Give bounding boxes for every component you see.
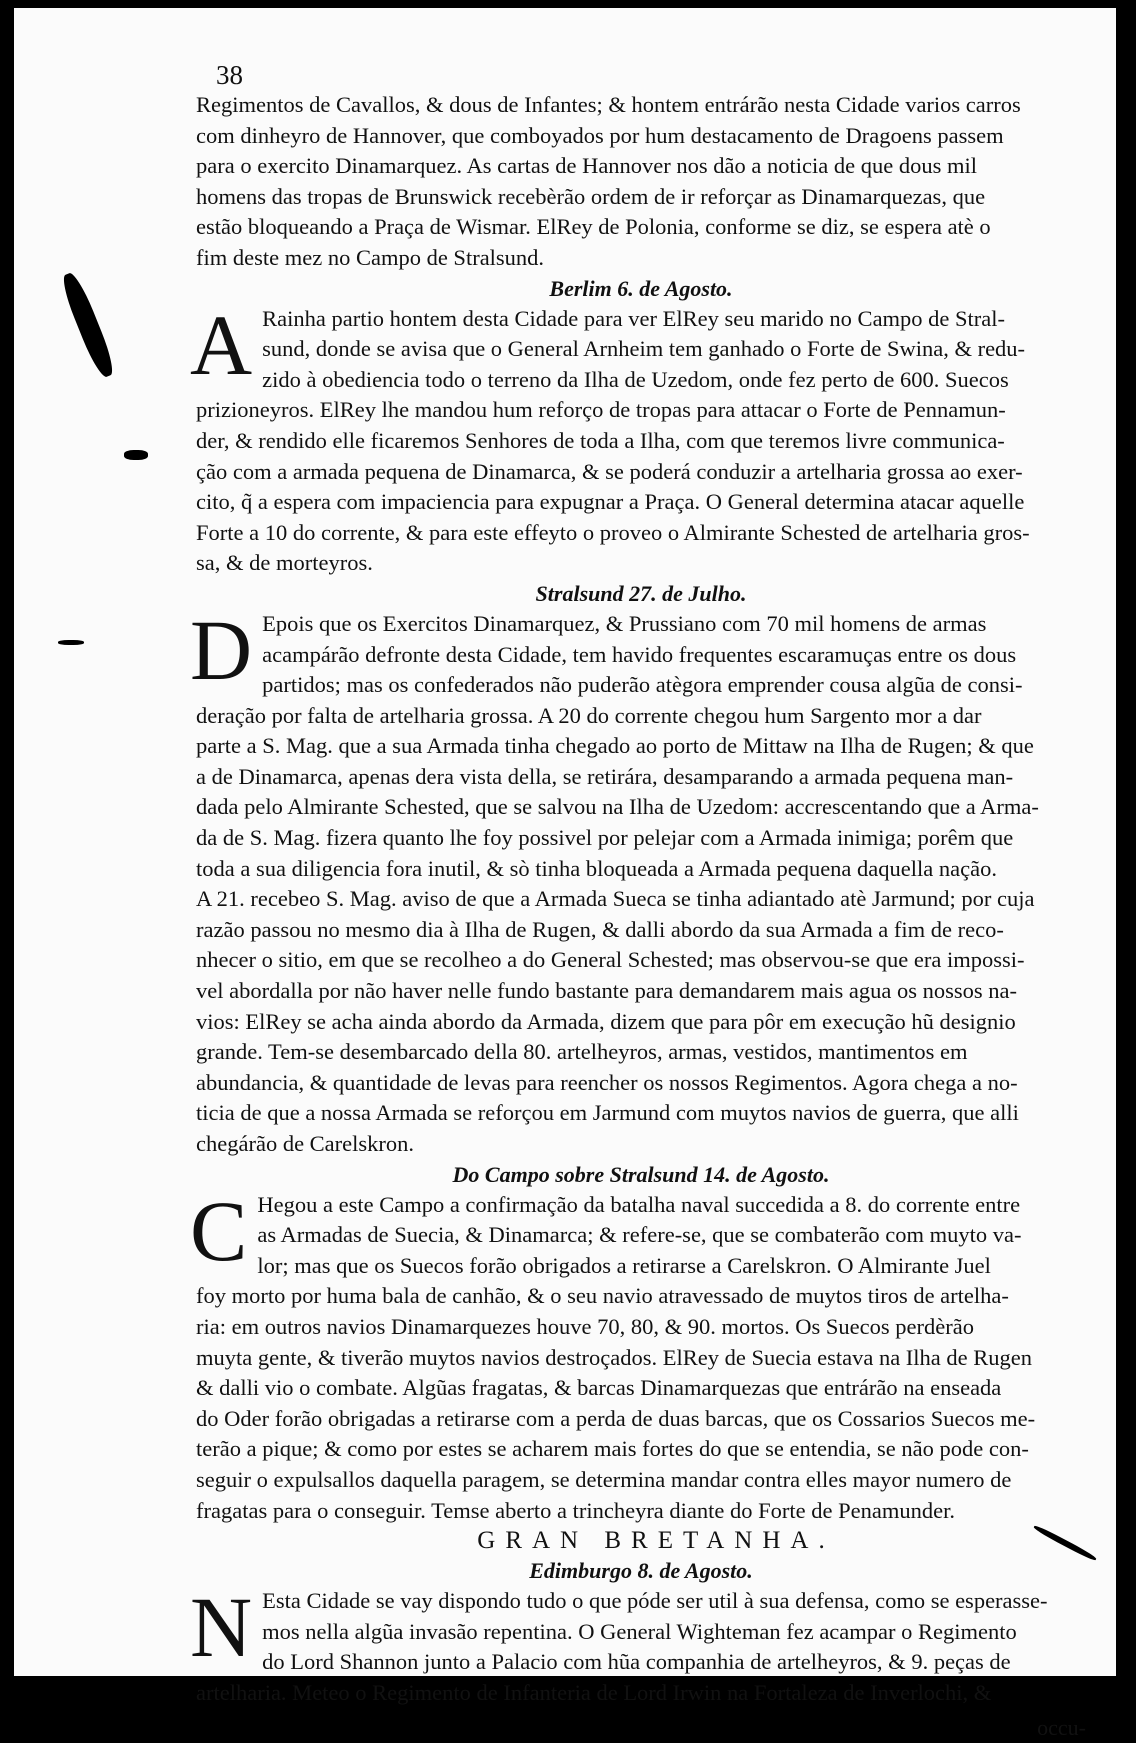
drop-cap: D: [190, 613, 252, 687]
margin-ink-mark: [124, 450, 148, 460]
text-line: estão bloqueando a Praça de Wismar. ElRey de Polonia, conforme se diz, se espera atè o: [196, 212, 1086, 243]
text-line: vios: ElRey se acha ainda abordo da Armada, dizem que para pôr em execução hũ designio: [196, 1007, 1086, 1038]
text-line: lor; mas que os Suecos forão obrigados a retirarse a Carelskron. O Almirante Juel: [196, 1251, 1086, 1282]
text-line: terão a pique; & como por estes se acharem mais fortes do que se entendia, se não pode con-: [196, 1434, 1086, 1465]
text-line: Hegou a este Campo a confirmação da batalha naval succedida a 8. do corrente entre: [196, 1190, 1086, 1221]
text-line: Esta Cidade se vay dispondo tudo o que póde ser util à sua defensa, como se esperasse-: [196, 1586, 1086, 1617]
text-line: grande. Tem-se desembarcado della 80. artelheyros, armas, vestidos, mantimentos em: [196, 1037, 1086, 1068]
text-line: artelharia. Meteo o Regimento de Infanteria de Lord Irwin na Fortaleza de Inverlochi, &: [196, 1678, 1086, 1709]
text-line: chegárão de Carelskron.: [196, 1129, 1086, 1160]
text-line: Epois que os Exercitos Dinamarquez, & Prussiano com 70 mil homens de armas: [196, 609, 1086, 640]
drop-cap: A: [190, 308, 252, 382]
text-line: parte a S. Mag. que a sua Armada tinha chegado ao porto de Mittaw na Ilha de Rugen; & que: [196, 731, 1086, 762]
text-line: vel abordalla por não haver nelle fundo bastante para demandarem mais agua os nossos na-: [196, 976, 1086, 1007]
campo-paragraph: [196, 1190, 1086, 1527]
berlin-paragraph: [196, 304, 1086, 579]
text-line: ticia de que a nossa Armada se reforçou em Jarmund com muytos navios de guerra, que alli: [196, 1098, 1086, 1129]
section-heading: GRAN BRETANHA.: [226, 1526, 1086, 1556]
text-line: seguir o expulsallos daquella paragem, se determina mandar contra elles mayor numero de: [196, 1465, 1086, 1496]
dateline-berlin: Berlim 6. de Agosto.: [196, 274, 1086, 304]
dateline-edimburgo: Edimburgo 8. de Agosto.: [196, 1556, 1086, 1586]
text-line: dada pelo Almirante Schested, que se salvou na Ilha de Uzedom: accrescentando que a Arma-: [196, 792, 1086, 823]
text-line: da de S. Mag. fizera quanto lhe foy possivel por pelejar com a Armada inimiga; porêm que: [196, 823, 1086, 854]
text-line: fim deste mez no Campo de Stralsund.: [196, 243, 1086, 274]
text-line: der, & rendido elle ficaremos Senhores de toda a Ilha, com que teremos livre communica-: [196, 426, 1086, 457]
text-line: ção com a armada pequena de Dinamarca, & se poderá conduzir a artelharia grossa ao exer-: [196, 457, 1086, 488]
page-number: 38: [216, 60, 1086, 90]
text-line: abundancia, & quantidade de levas para reencher os nossos Regimentos. Agora chega a no-: [196, 1068, 1086, 1099]
scan-border-right: [1116, 0, 1136, 1683]
text-line: mos nella algũa invasão repentina. O General Wighteman fez acampar o Regimento: [196, 1617, 1086, 1648]
scan-border-left: [0, 0, 14, 1683]
text-line: as Armadas de Suecia, & Dinamarca; & refere-se, que se combaterão com muyto va-: [196, 1220, 1086, 1251]
text-line: zido à obediencia todo o terreno da Ilha de Uzedom, onde fez perto de 600. Suecos: [196, 365, 1086, 396]
text-line: Forte a 10 do corrente, & para este effeyto o proveo o Almirante Schested de artelharia gros-: [196, 518, 1086, 549]
text-line: homens das tropas de Brunswick recebèrão ordem de ir reforçar as Dinamarquezas, que: [196, 182, 1086, 213]
drop-cap: N: [190, 1590, 252, 1664]
intro-paragraph: [196, 90, 1086, 274]
dateline-stralsund: Stralsund 27. de Julho.: [196, 579, 1086, 609]
text-line: do Lord Shannon junto a Palacio com hũa companhia de artelheyros, & 9. peças de: [196, 1647, 1086, 1678]
text-line: cito, q̃ a espera com impaciencia para expugnar a Praça. O General determina atacar aquelle: [196, 487, 1086, 518]
text-line: acampárão defronte desta Cidade, tem havido frequentes escaramuças entre os dous: [196, 640, 1086, 671]
text-line: ria: em outros navios Dinamarquezes houve 70, 80, & 90. mortos. Os Suecos perdèrão: [196, 1312, 1086, 1343]
text-line: Regimentos de Cavallos, & dous de Infantes; & hontem entrárão nesta Cidade varios carros: [196, 90, 1086, 121]
text-line: fragatas para o conseguir. Temse aberto a trincheyra diante do Forte de Penamunder.: [196, 1496, 1086, 1527]
stralsund-paragraph: [196, 609, 1086, 1160]
text-line: foy morto por huma bala de canhão, & o seu navio atravessado de muytos tiros de artelha-: [196, 1281, 1086, 1312]
text-line: toda a sua diligencia fora inutil, & sò tinha bloqueada a Armada pequena daquella nação.: [196, 854, 1086, 885]
text-line: Rainha partio hontem desta Cidade para ver ElRey seu marido no Campo de Stral-: [196, 304, 1086, 335]
text-line: nhecer o sitio, em que se recolheo a do General Schested; mas observou-se que era impossi-: [196, 945, 1086, 976]
text-line: razão passou no mesmo dia à Ilha de Rugen, & dalli abordo da sua Armada a fim de reco-: [196, 915, 1086, 946]
text-line: partidos; mas os confederados não puderão atègora emprender cousa algũa de consi-: [196, 670, 1086, 701]
margin-ink-mark: [58, 640, 84, 645]
catchword: occu-: [196, 1713, 1086, 1743]
text-line: deração por falta de artelharia grossa. A 20 do corrente chegou hum Sargento mor a dar: [196, 701, 1086, 732]
text-line: muyta gente, & tiverão muytos navios destroçados. ElRey de Suecia estava na Ilha de Rugen: [196, 1343, 1086, 1374]
text-line: a de Dinamarca, apenas dera vista della, se retirára, desamparando a armada pequena man-: [196, 762, 1086, 793]
drop-cap: C: [190, 1194, 247, 1268]
body-text: [196, 60, 1086, 1743]
edimburgo-paragraph: [196, 1586, 1086, 1708]
text-line: sa, & de morteyros.: [196, 548, 1086, 579]
text-line: com dinheyro de Hannover, que comboyados por hum destacamento de Dragoens passem: [196, 121, 1086, 152]
text-line: do Oder forão obrigadas a retirarse com a perda de duas barcas, que os Cossarios Suecos me-: [196, 1404, 1086, 1435]
text-line: sund, donde se avisa que o General Arnheim tem ganhado o Forte de Swina, & redu-: [196, 334, 1086, 365]
text-line: & dalli vio o combate. Algũas fragatas, & barcas Dinamarquezas que entrárão na enseada: [196, 1373, 1086, 1404]
text-line: para o exercito Dinamarquez. As cartas de Hannover nos dão a noticia de que dous mil: [196, 151, 1086, 182]
text-line: prizioneyros. ElRey lhe mandou hum reforço de tropas para attacar o Forte de Pennamun-: [196, 395, 1086, 426]
text-line: A 21. recebeo S. Mag. aviso de que a Armada Sueca se tinha adiantado atè Jarmund; por cuja: [196, 884, 1086, 915]
dateline-campo: Do Campo sobre Stralsund 14. de Agosto.: [196, 1160, 1086, 1190]
